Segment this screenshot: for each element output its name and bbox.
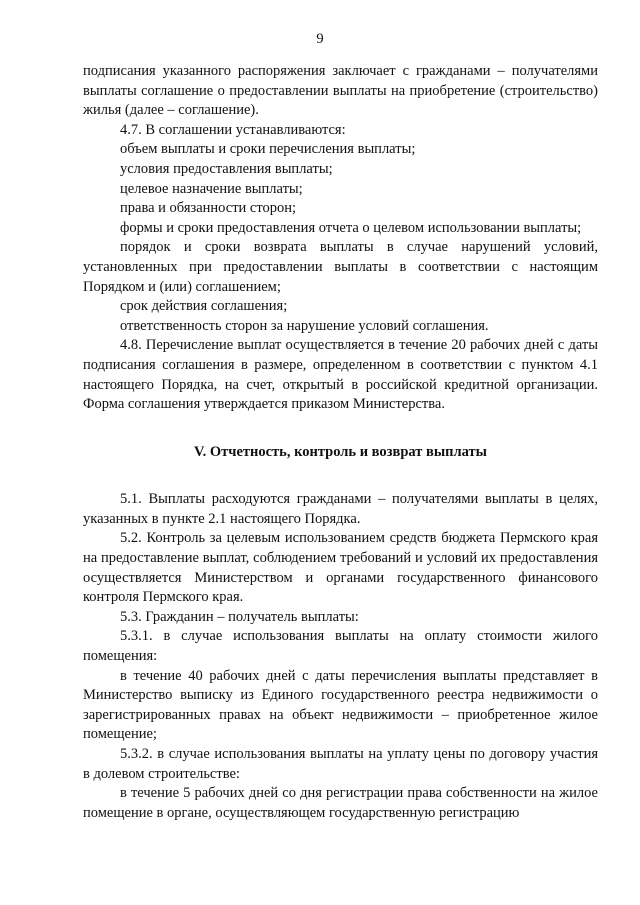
paragraph: 4.8. Перечисление выплат осуществляется в течение 20 рабочих дней с даты подписания соглашения в размере, определенном в соответствии с пунктом 4.1 настоящего Порядка, на счет, открытый в российской кредитной организации. Форма соглашения утверждается приказом Министерства. [83, 337, 598, 413]
paragraph: порядок и сроки возврата выплаты в случае нарушений условий, установленных при предоставлении выплаты в соответствии с настоящим Порядком и (или) соглашением; [83, 239, 598, 295]
document-body [83, 62, 598, 823]
paragraph: в течение 40 рабочих дней с даты перечисления выплаты представляет в Министерство выписку из Единого государственного реестра недвижимости о зарегистрированных правах на объект недвижимости – приобретенное жилое помещение; [83, 667, 598, 743]
paragraph: подписания указанного распоряжения заключает с гражданами – получателями выплаты соглашение о предоставлении выплаты на приобретение (строительство) жилья (далее – соглашение). [83, 63, 598, 119]
paragraph: 5.1. Выплаты расходуются гражданами – получателями выплаты в целях, указанных в пункте 2.1 настоящего Порядка. [83, 491, 598, 527]
paragraph: срок действия соглашения; [120, 298, 288, 315]
paragraph: объем выплаты и сроки перечисления выплаты; [120, 141, 416, 158]
page-number: 9 [316, 31, 324, 47]
paragraph: 5.3. Гражданин – получатель выплаты: [120, 608, 359, 625]
section-heading: V. Отчетность, контроль и возврат выплаты [194, 443, 487, 460]
paragraph: ответственность сторон за нарушение условий соглашения. [120, 317, 489, 334]
paragraph: 4.7. В соглашении устанавливаются: [120, 121, 346, 138]
paragraph: формы и сроки предоставления отчета о целевом использовании выплаты; [120, 219, 582, 236]
paragraph: в течение 5 рабочих дней со дня регистрации права собственности на жилое помещение в органе, осуществляющем государственную регистрацию [83, 785, 598, 821]
paragraph: 5.3.1. в случае использования выплаты на оплату стоимости жилого помещения: [83, 628, 598, 665]
paragraph: условия предоставления выплаты; [120, 160, 333, 177]
paragraph: целевое назначение выплаты; [120, 180, 303, 197]
paragraph: права и обязанности сторон; [120, 200, 297, 217]
paragraph: 5.2. Контроль за целевым использованием средств бюджета Пермского края на предоставление выплат, соблюдением требований и условий их предоставления осуществляется Министерством и органами государственного финансового контроля Пермского края. [83, 530, 598, 606]
paragraph: 5.3.2. в случае использования выплаты на уплату цены по договору участия в долевом строительстве: [83, 746, 598, 782]
